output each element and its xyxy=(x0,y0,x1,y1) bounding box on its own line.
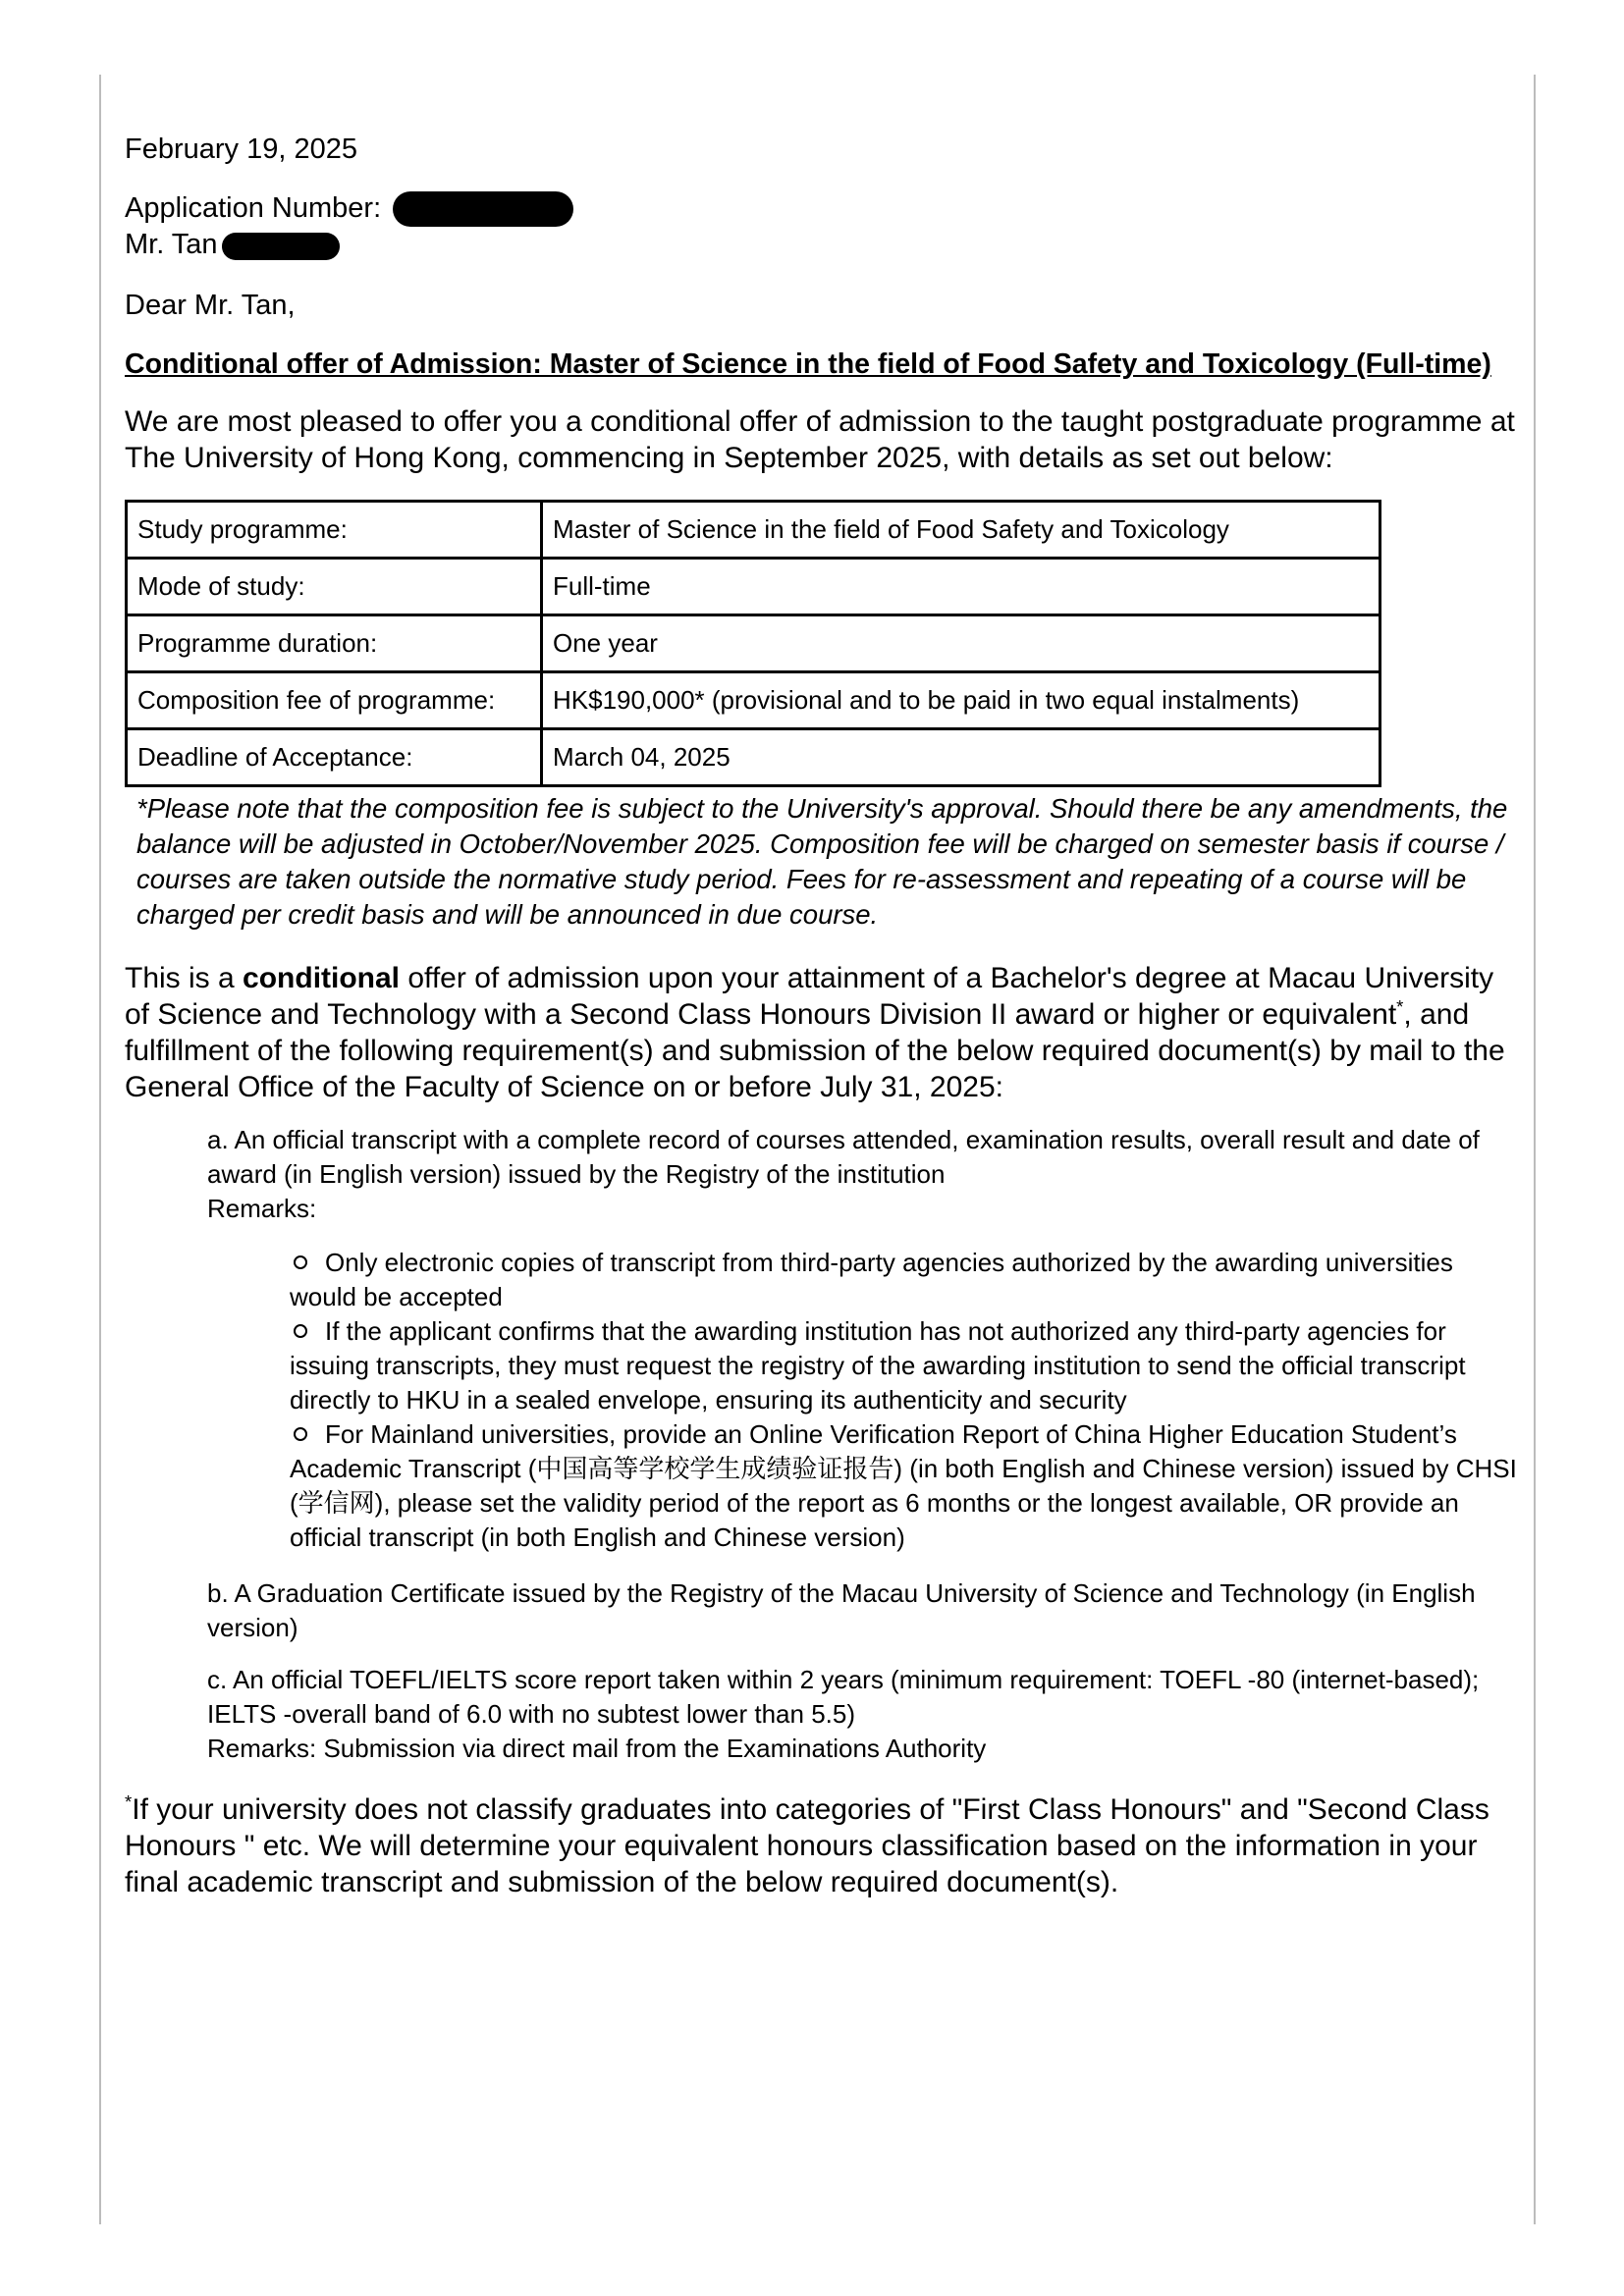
recipient-name: Mr. Tan xyxy=(125,229,218,261)
honours-footnote xyxy=(125,1791,1519,1900)
table-value: Full-time xyxy=(542,559,1380,615)
requirement-c-remarks: Remarks: Submission via direct mail from the Examinations Authority xyxy=(207,1734,987,1764)
left-margin-line xyxy=(99,75,101,2224)
letter-body xyxy=(125,130,1519,1900)
condition-text: This is a xyxy=(125,962,244,995)
redaction-mark xyxy=(393,191,573,227)
footnote-marker: * xyxy=(125,1791,133,1813)
list-item xyxy=(290,1314,1518,1417)
condition-paragraph xyxy=(125,960,1519,1105)
fee-note: *Please note that the composition fee is subject to the University's approval. Should there be any amendments, the balance will be adjusted in October/November 2025. Composition fee will be charged on semester basis if course / courses are taken outside the normative study period. Fees for re-assessment and repeating of a course will be charged per credit basis and will be announced in due course. xyxy=(136,793,1508,931)
application-number-label: Application Number: xyxy=(125,192,382,224)
condition-text: offer of admission upon your attainment of a Bachelor's degree at Macau University of Science and Technology with a Second Class Honours Division II award or higher or equivalent xyxy=(125,962,1494,1032)
salutation: Dear Mr. Tan, xyxy=(125,290,296,322)
right-margin-line xyxy=(1534,75,1536,2224)
requirement-c xyxy=(207,1663,1518,1766)
condition-bold-word: conditional xyxy=(243,962,401,995)
requirements-list xyxy=(207,1123,1518,1766)
table-row xyxy=(127,502,1380,559)
circle-bullet-icon xyxy=(294,1427,307,1441)
table-label: Programme duration: xyxy=(127,615,542,672)
table-row xyxy=(127,672,1380,729)
requirement-a-remarks-label: Remarks: xyxy=(207,1194,317,1224)
programme-details-table xyxy=(125,500,1381,787)
requirement-a-text: a. An official transcript with a complete record of courses attended, examination results, overall result and date of award (in English version) issued by the Registry of the institution xyxy=(207,1125,1480,1190)
intro-paragraph: We are most pleased to offer you a conditional offer of admission to the taught postgraduate programme at The University of Hong Kong, commencing in September 2025, with details as set out below: xyxy=(125,405,1515,475)
circle-bullet-icon xyxy=(294,1255,307,1269)
table-row xyxy=(127,559,1380,615)
recipient-line xyxy=(125,227,1519,262)
table-label: Study programme: xyxy=(127,502,542,559)
table-value: One year xyxy=(542,615,1380,672)
bullet-text: For Mainland universities, provide an Online Verification Report of China Higher Education Student’s Academic Transcript (中国高等学校学生成绩验证报告) (in both English and Chinese version) issued by CHSI (学信网), please set the validity period of the report as 6 months or the longest available, OR provide an official transcript (in both English and Chinese version) xyxy=(290,1419,1517,1553)
table-value: HK$190,000* (provisional and to be paid in two equal instalments) xyxy=(542,672,1380,729)
table-label: Deadline of Acceptance: xyxy=(127,729,542,786)
table-value: Master of Science in the field of Food Safety and Toxicology xyxy=(542,502,1380,559)
letter-date: February 19, 2025 xyxy=(125,133,357,165)
table-label: Mode of study: xyxy=(127,559,542,615)
table-label: Composition fee of programme: xyxy=(127,672,542,729)
table-row xyxy=(127,729,1380,786)
requirement-a xyxy=(207,1123,1518,1555)
subject-line: Conditional offer of Admission: Master of Science in the field of Food Safety and Toxicology (Full-time) xyxy=(125,348,1491,381)
bullet-text: If the applicant confirms that the awarding institution has not authorized any third-party agencies for issuing transcripts, they must request the registry of the awarding institution to send the official transcript directly to HKU in a sealed envelope, ensuring its authenticity and security xyxy=(290,1316,1466,1415)
application-number-line xyxy=(125,190,1519,227)
requirement-c-text: c. An official TOEFL/IELTS score report taken within 2 years (minimum requirement: TOEFL -80 (internet-based); IELTS -overall band of 6.0 with no subtest lower than 5.5) xyxy=(207,1665,1480,1730)
redaction-mark xyxy=(222,233,340,260)
requirement-b: b. A Graduation Certificate issued by the Registry of the Macau University of Science and Technology (in English version) xyxy=(207,1578,1476,1643)
bullet-text: Only electronic copies of transcript from third-party agencies authorized by the awarding universities would be accepted xyxy=(290,1248,1453,1312)
table-row xyxy=(127,615,1380,672)
footnote-text: If your university does not classify graduates into categories of "First Class Honours" and "Second Class Honours " etc. We will determine your equivalent honours classification based on the information in your final academic transcript and submission of the below required document(s). xyxy=(125,1793,1489,1899)
list-item xyxy=(290,1417,1518,1555)
list-item xyxy=(290,1246,1518,1314)
remarks-bullet-list xyxy=(290,1246,1518,1555)
condition-text: , and fulfillment of the following requirement(s) and submission of the below required document(s) by mail to the General Office of the Faculty of Science on or before July 31, 2025: xyxy=(125,998,1505,1104)
circle-bullet-icon xyxy=(294,1324,307,1338)
table-value: March 04, 2025 xyxy=(542,729,1380,786)
footnote-marker: * xyxy=(1396,996,1404,1018)
